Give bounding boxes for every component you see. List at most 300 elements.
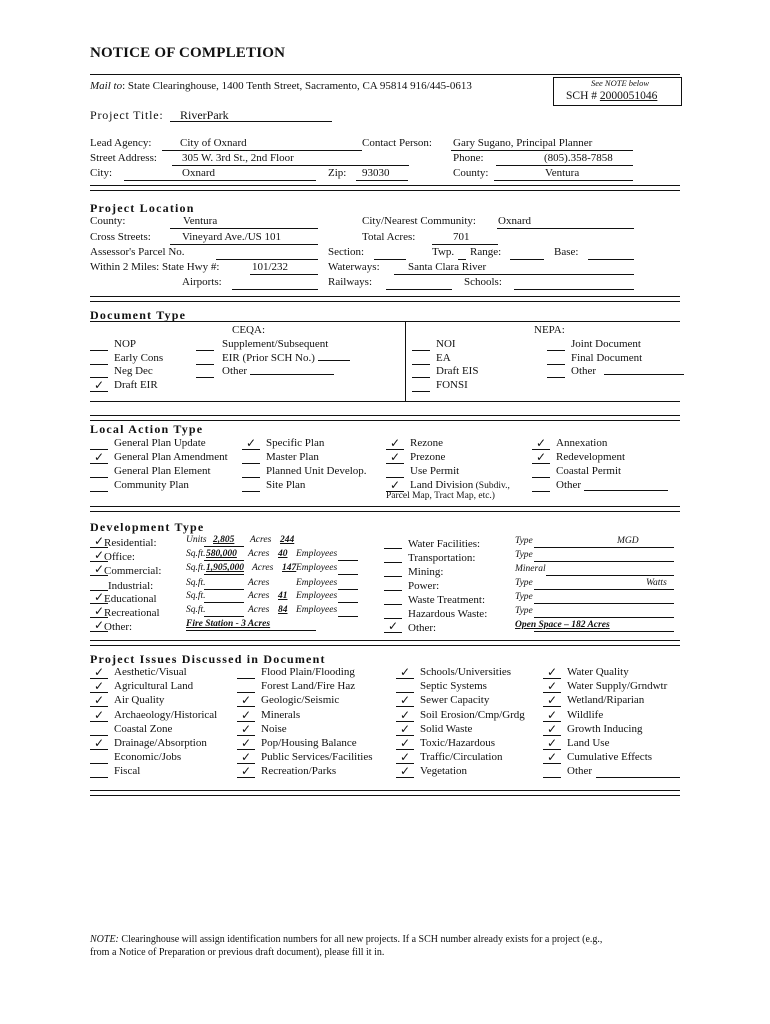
label-text: General Plan Amendment — [114, 451, 228, 463]
detail-b-label: Acres — [250, 535, 272, 545]
checkbox[interactable] — [90, 366, 108, 378]
checkbox-label — [114, 451, 228, 464]
label-text: Joint Document — [571, 338, 641, 350]
checkbox[interactable]: ✓ — [90, 452, 108, 464]
label-text: Agricultural Land — [114, 680, 194, 693]
label-text: Air Quality — [114, 694, 165, 707]
development-label: Commercial: — [104, 565, 162, 577]
checkbox[interactable] — [384, 593, 402, 605]
checkbox-label — [114, 338, 136, 351]
label-text: General Plan Element — [114, 465, 211, 477]
checkbox[interactable] — [90, 724, 108, 736]
page-title: NOTICE OF COMPLETION — [90, 45, 286, 61]
checkbox-label — [114, 465, 211, 478]
nepa-label: NEPA: — [534, 324, 565, 336]
checkbox[interactable] — [242, 452, 260, 464]
checkbox[interactable]: ✓ — [543, 752, 561, 764]
label-text: Forest Land/Fire Haz — [261, 680, 356, 693]
checkbox-label — [266, 451, 319, 464]
checkbox-label — [420, 737, 495, 750]
detail-unit: Watts — [646, 578, 667, 588]
checkbox-label — [556, 437, 607, 450]
label-text: Geologic/Seismic — [261, 694, 340, 707]
checkbox[interactable] — [196, 366, 214, 378]
label-text: Other — [222, 365, 248, 377]
checkbox-label — [420, 723, 472, 736]
lead-agency-label: Lead Agency: — [90, 137, 152, 149]
checkbox-label — [114, 666, 187, 679]
label-text: Prezone — [410, 451, 446, 463]
checkbox-label — [222, 338, 328, 351]
checkbox-label — [556, 479, 581, 492]
detail-a-label: Sq.ft. — [186, 549, 206, 559]
label-note: (Subdiv., — [473, 481, 510, 491]
underline — [534, 561, 674, 562]
checkbox-label — [567, 694, 644, 707]
section-rule — [90, 296, 680, 302]
label-text: Final Document — [571, 351, 643, 364]
label-text: Annexation — [556, 437, 608, 449]
development-label: Recreational — [104, 607, 160, 619]
checkbox[interactable]: ✓ — [386, 480, 404, 492]
label-text: Drainage/Absorption — [114, 737, 207, 749]
detail-unit: MGD — [617, 536, 639, 546]
checkbox[interactable] — [384, 579, 402, 591]
development-label: Industrial: — [108, 580, 154, 592]
checkbox[interactable] — [547, 353, 565, 365]
checkbox-label — [266, 465, 367, 478]
label-text: Redevelopment — [556, 451, 626, 463]
detail-c-label: Employees — [296, 563, 338, 573]
checkbox-label — [261, 694, 339, 707]
label-text: Wildlife — [567, 708, 604, 721]
airports-label: Airports: — [182, 276, 222, 288]
detail-b-value[interactable]: 40 — [278, 549, 288, 559]
detail-a-label: Sq.ft. — [186, 563, 206, 573]
checkbox[interactable]: ✓ — [237, 695, 255, 707]
checkbox[interactable]: ✓ — [237, 752, 255, 764]
development-label: Transportation: — [408, 552, 476, 564]
label-text: Public Services/Facilities — [261, 751, 373, 764]
sch-number: SCH # 2000051046 — [566, 90, 658, 102]
mail-to: Mail to: State Clearinghouse, 1400 Tenth Street, Sacramento, CA 95814 916/445-0613 — [90, 80, 472, 92]
nearest-community-label: City/Nearest Community: — [362, 215, 476, 227]
label-text: Soil Erosion/Cmp/Grdg — [420, 708, 525, 721]
checkbox[interactable]: ✓ — [237, 766, 255, 778]
checkbox[interactable]: ✓ — [237, 710, 255, 722]
nearest-community-value[interactable]: Oxnard — [498, 215, 531, 227]
detail-a-value[interactable]: 580,000 — [206, 549, 237, 559]
railways-label: Railways: — [328, 276, 372, 288]
detail-a-label: Sq.ft. — [186, 578, 206, 588]
county-value[interactable]: Ventura — [545, 167, 580, 179]
checkbox-label — [436, 365, 478, 378]
checkbox-label — [420, 709, 525, 722]
checkbox[interactable]: ✓ — [543, 724, 561, 736]
checkbox[interactable]: ✓ — [543, 738, 561, 750]
zip-label: Zip: — [328, 167, 347, 179]
zip-value[interactable]: 93030 — [362, 167, 390, 179]
label-text: Supplement/Subsequent — [222, 338, 329, 350]
phone-label: Phone: — [453, 152, 484, 164]
checkbox[interactable] — [532, 466, 550, 478]
land-division-note: Parcel Map, Tract Map, etc.) — [386, 491, 495, 501]
checkbox[interactable] — [90, 353, 108, 365]
cross-streets-label: Cross Streets: — [90, 231, 151, 243]
underline — [204, 574, 244, 575]
label-text: Sewer Capacity — [420, 694, 490, 707]
detail-c-label: Employees — [296, 578, 338, 588]
detail-label: Type — [515, 550, 533, 560]
checkbox-label — [266, 437, 324, 450]
checkbox[interactable] — [412, 380, 430, 392]
detail-c-label: Employees — [296, 549, 338, 559]
checkbox[interactable]: ✓ — [90, 550, 108, 562]
checkbox-label — [436, 379, 468, 392]
label-text: Specific Plan — [266, 437, 325, 449]
sch-box[interactable]: See NOTE below SCH # 2000051046 — [553, 77, 682, 106]
checkbox[interactable] — [90, 752, 108, 764]
detail-b-value[interactable]: 244 — [280, 535, 295, 545]
total-acres-value[interactable]: 701 — [453, 231, 470, 243]
checkbox-label — [571, 338, 641, 351]
label-text: Rezone — [410, 437, 443, 449]
checkbox[interactable]: ✓ — [543, 681, 561, 693]
label-text: Minerals — [261, 708, 301, 721]
label-text: Noise — [261, 722, 287, 735]
checkbox-label — [436, 352, 451, 365]
label-text: Land Division — [410, 479, 474, 491]
checkbox[interactable] — [384, 537, 402, 549]
other-detail[interactable]: Fire Station - 3 Acres — [186, 619, 271, 629]
label-text: Water Supply/Grndwtr — [567, 680, 668, 693]
detail-c-label: Employees — [296, 605, 338, 615]
detail-label: Type — [515, 578, 533, 588]
checkbox[interactable]: ✓ — [90, 710, 108, 722]
city-value[interactable]: Oxnard — [182, 167, 215, 179]
checkbox-label — [410, 437, 443, 450]
development-label: Educational — [104, 593, 157, 605]
checkbox[interactable] — [90, 766, 108, 778]
label-text: Growth Inducing — [567, 722, 643, 735]
twp-label: Twp. — [432, 246, 455, 258]
checkbox[interactable]: ✓ — [396, 710, 414, 722]
checkbox[interactable]: ✓ — [386, 452, 404, 464]
checkbox[interactable]: ✓ — [396, 752, 414, 764]
label-text: Schools/Universities — [420, 666, 512, 678]
checkbox-label — [261, 751, 373, 764]
detail-label: Type — [515, 606, 533, 616]
checkbox[interactable] — [412, 366, 430, 378]
checkbox[interactable] — [242, 466, 260, 478]
checkbox[interactable] — [242, 480, 260, 492]
checkbox[interactable]: ✓ — [384, 621, 402, 633]
underline — [534, 603, 674, 604]
detail-a-label: Sq.ft. — [186, 591, 206, 601]
label-text: Early Cons — [114, 351, 164, 364]
checkbox[interactable]: ✓ — [90, 695, 108, 707]
checkbox[interactable]: ✓ — [396, 766, 414, 778]
detail-b-label: Acres — [248, 578, 270, 588]
checkbox-label — [114, 365, 153, 378]
checkbox[interactable] — [196, 339, 214, 351]
detail-b-label: Acres — [248, 549, 270, 559]
underline — [534, 589, 674, 590]
checkbox[interactable] — [90, 480, 108, 492]
checkbox[interactable] — [547, 339, 565, 351]
within-2-miles-label: Within 2 Miles: State Hwy #: — [90, 261, 220, 273]
underline — [338, 574, 358, 575]
checkbox[interactable]: ✓ — [532, 452, 550, 464]
checkbox-label — [114, 694, 164, 707]
label-text: Other — [571, 365, 597, 377]
project-title-value[interactable]: RiverPark — [180, 108, 229, 122]
checkbox-label — [567, 751, 652, 764]
label-text: Vegetation — [420, 765, 468, 778]
label-text: Site Plan — [266, 479, 306, 491]
underline — [534, 631, 674, 632]
development-type-heading: Development Type — [90, 520, 205, 534]
section-rule — [90, 506, 680, 512]
development-label: Other: — [104, 621, 133, 633]
state-hwy-value[interactable]: 101/232 — [252, 261, 289, 273]
footer-note-line2: from a Notice of Preparation or previous draft document), please fill it in. — [90, 947, 385, 958]
checkbox[interactable] — [237, 681, 255, 693]
label-text: Pop/Housing Balance — [261, 737, 357, 749]
detail-b-value[interactable]: 147 — [282, 563, 297, 573]
checkbox-label — [114, 437, 206, 450]
checkbox[interactable]: ✓ — [532, 438, 550, 450]
checkbox-label — [567, 765, 592, 778]
detail-b-value[interactable]: 84 — [278, 605, 288, 615]
checkbox[interactable]: ✓ — [90, 681, 108, 693]
label-text: Use Permit — [410, 465, 460, 477]
schools-label: Schools: — [464, 276, 502, 288]
checkbox-label — [410, 465, 459, 478]
checkbox[interactable]: ✓ — [90, 667, 108, 679]
range-label: Range: — [470, 246, 502, 258]
cross-streets-value[interactable]: Vineyard Ave./US 101 — [182, 231, 282, 243]
checkbox[interactable]: ✓ — [90, 620, 108, 632]
checkbox-label — [114, 479, 189, 492]
checkbox[interactable]: ✓ — [90, 536, 108, 548]
street-address-value[interactable]: 305 W. 3rd St., 2nd Floor — [182, 152, 294, 164]
section-rule — [90, 640, 680, 646]
label-text: Other — [567, 765, 593, 778]
detail-c-label: Employees — [296, 591, 338, 601]
checkbox-label — [567, 709, 603, 722]
checkbox-label — [114, 680, 193, 693]
checkbox[interactable] — [384, 565, 402, 577]
checkbox[interactable]: ✓ — [396, 738, 414, 750]
detail-a-value[interactable]: 1,905,000 — [206, 563, 244, 573]
underline — [204, 589, 244, 590]
label-text: Aesthetic/Visual — [114, 666, 187, 678]
checkbox[interactable] — [396, 681, 414, 693]
label-text: General Plan Update — [114, 437, 206, 449]
checkbox[interactable]: ✓ — [90, 592, 108, 604]
checkbox[interactable]: ✓ — [396, 724, 414, 736]
detail-a-label: Sq.ft. — [186, 605, 206, 615]
footer-note: NOTE: Clearinghouse will assign identification numbers for all new projects. If a SCH number already exists for a project (e.g., — [90, 934, 603, 945]
section-rule — [90, 415, 680, 421]
development-label: Other: — [408, 622, 437, 634]
checkbox[interactable] — [90, 339, 108, 351]
checkbox[interactable] — [90, 466, 108, 478]
label-text: Fiscal — [114, 765, 141, 778]
development-label: Hazardous Waste: — [408, 608, 488, 620]
underline — [338, 589, 358, 590]
label-text: Septic Systems — [420, 680, 487, 693]
checkbox-label — [410, 451, 445, 464]
underline — [204, 602, 244, 603]
checkbox[interactable] — [196, 353, 214, 365]
label-text: Economic/Jobs — [114, 751, 182, 764]
label-text: Solid Waste — [420, 722, 473, 735]
project-title-label: Project Title: — [90, 108, 164, 122]
detail-label[interactable]: Open Space – 182 Acres — [515, 620, 610, 630]
checkbox[interactable] — [412, 353, 430, 365]
checkbox-label — [114, 709, 217, 722]
contact-person-value[interactable]: Gary Sugano, Principal Planner — [453, 137, 593, 149]
checkbox-label — [420, 751, 503, 764]
label-text: Draft EIR — [114, 378, 158, 391]
detail-label: Type — [515, 592, 533, 602]
development-label: Water Facilities: — [408, 538, 481, 550]
local-action-heading: Local Action Type — [90, 422, 204, 436]
label-text: Coastal Permit — [556, 465, 622, 477]
label-text: Neg Dec — [114, 365, 153, 377]
checkbox-label — [567, 666, 629, 679]
label-text: Coastal Zone — [114, 722, 173, 735]
checkbox[interactable]: ✓ — [386, 438, 404, 450]
underline — [338, 602, 358, 603]
detail-label: Mineral — [515, 564, 546, 574]
label-text: Planned Unit Develop. — [266, 465, 367, 477]
label-text: Draft EIS — [436, 365, 479, 377]
label-text: Community Plan — [114, 479, 189, 491]
underline — [204, 616, 244, 617]
checkbox[interactable]: ✓ — [543, 695, 561, 707]
checkbox-label — [261, 709, 300, 722]
label-text: Other — [556, 479, 582, 491]
checkbox-label — [420, 694, 489, 707]
phone-value[interactable]: (805).358-7858 — [544, 152, 613, 164]
checkbox-label — [420, 680, 487, 693]
underline — [546, 575, 674, 576]
checkbox-label — [261, 723, 287, 736]
checkbox[interactable] — [532, 480, 550, 492]
checkbox[interactable]: ✓ — [90, 738, 108, 750]
checkbox[interactable] — [412, 339, 430, 351]
checkbox[interactable]: ✓ — [90, 380, 108, 392]
underline — [338, 560, 358, 561]
checkbox[interactable]: ✓ — [90, 606, 108, 618]
detail-b-label: Acres — [252, 563, 274, 573]
development-label: Office: — [104, 551, 135, 563]
underline — [534, 547, 674, 548]
checkbox-label — [114, 737, 207, 750]
label-text: Cumulative Effects — [567, 751, 653, 764]
city-label: City: — [90, 167, 113, 179]
section-rule — [90, 185, 680, 191]
label-text: Toxic/Hazardous — [420, 737, 495, 749]
county-label: County: — [453, 167, 489, 179]
contact-person-label: Contact Person: — [362, 137, 432, 149]
checkbox-label — [222, 365, 247, 378]
checkbox[interactable]: ✓ — [237, 738, 255, 750]
checkbox[interactable] — [386, 466, 404, 478]
apn-label: Assessor's Parcel No. — [90, 246, 185, 258]
detail-b-label: Acres — [248, 605, 270, 615]
checkbox-label — [114, 751, 181, 764]
label-text: Wetland/Riparian — [567, 694, 645, 707]
detail-label: Type — [515, 536, 533, 546]
detail-a-value[interactable]: 2,805 — [213, 535, 235, 545]
section-label: Section: — [328, 246, 365, 258]
checkbox-label — [266, 479, 305, 492]
label-text: Master Plan — [266, 451, 319, 463]
checkbox[interactable]: ✓ — [543, 667, 561, 679]
detail-b-label: Acres — [248, 591, 270, 601]
lead-agency-value[interactable]: City of Oxnard — [180, 137, 247, 149]
underline — [204, 546, 244, 547]
checkbox[interactable] — [384, 607, 402, 619]
checkbox[interactable] — [543, 766, 561, 778]
checkbox-label — [420, 765, 467, 778]
checkbox[interactable] — [547, 366, 565, 378]
waterways-label: Waterways: — [328, 261, 380, 273]
detail-b-value[interactable]: 41 — [278, 591, 288, 601]
underline — [534, 617, 674, 618]
label-text: Traffic/Circulation — [420, 751, 503, 764]
label-text: Recreation/Parks — [261, 765, 337, 778]
base-label: Base: — [554, 246, 579, 258]
label-text: EA — [436, 351, 451, 364]
checkbox[interactable]: ✓ — [396, 667, 414, 679]
checkbox-label — [436, 338, 456, 351]
checkbox[interactable] — [90, 438, 108, 450]
label-text: EIR (Prior SCH No.) — [222, 351, 315, 364]
checkbox[interactable] — [237, 667, 255, 679]
checkbox-label — [261, 666, 355, 679]
total-acres-label: Total Acres: — [362, 231, 416, 243]
checkbox-label — [222, 352, 315, 365]
checkbox[interactable]: ✓ — [237, 724, 255, 736]
ceqa-label: CEQA: — [232, 324, 265, 336]
checkbox[interactable]: ✓ — [396, 695, 414, 707]
project-issues-heading: Project Issues Discussed in Document — [90, 652, 326, 666]
location-county-value[interactable]: Ventura — [183, 215, 218, 227]
underline — [338, 616, 358, 617]
label-text: NOP — [114, 338, 137, 350]
checkbox-label — [114, 765, 140, 778]
checkbox-label — [567, 737, 609, 750]
checkbox[interactable] — [384, 551, 402, 563]
checkbox[interactable]: ✓ — [90, 564, 108, 576]
header-rule — [90, 74, 680, 75]
label-text: Land Use — [567, 737, 610, 749]
checkbox-label — [567, 723, 642, 736]
checkbox-label — [114, 352, 163, 365]
label-text: Water Quality — [567, 666, 629, 678]
checkbox[interactable]: ✓ — [543, 710, 561, 722]
checkbox[interactable]: ✓ — [242, 438, 260, 450]
detail-a-label: Units — [186, 535, 207, 545]
checkbox-label — [261, 765, 336, 778]
checkbox-label — [571, 365, 596, 378]
waterways-value[interactable]: Santa Clara River — [408, 261, 487, 273]
